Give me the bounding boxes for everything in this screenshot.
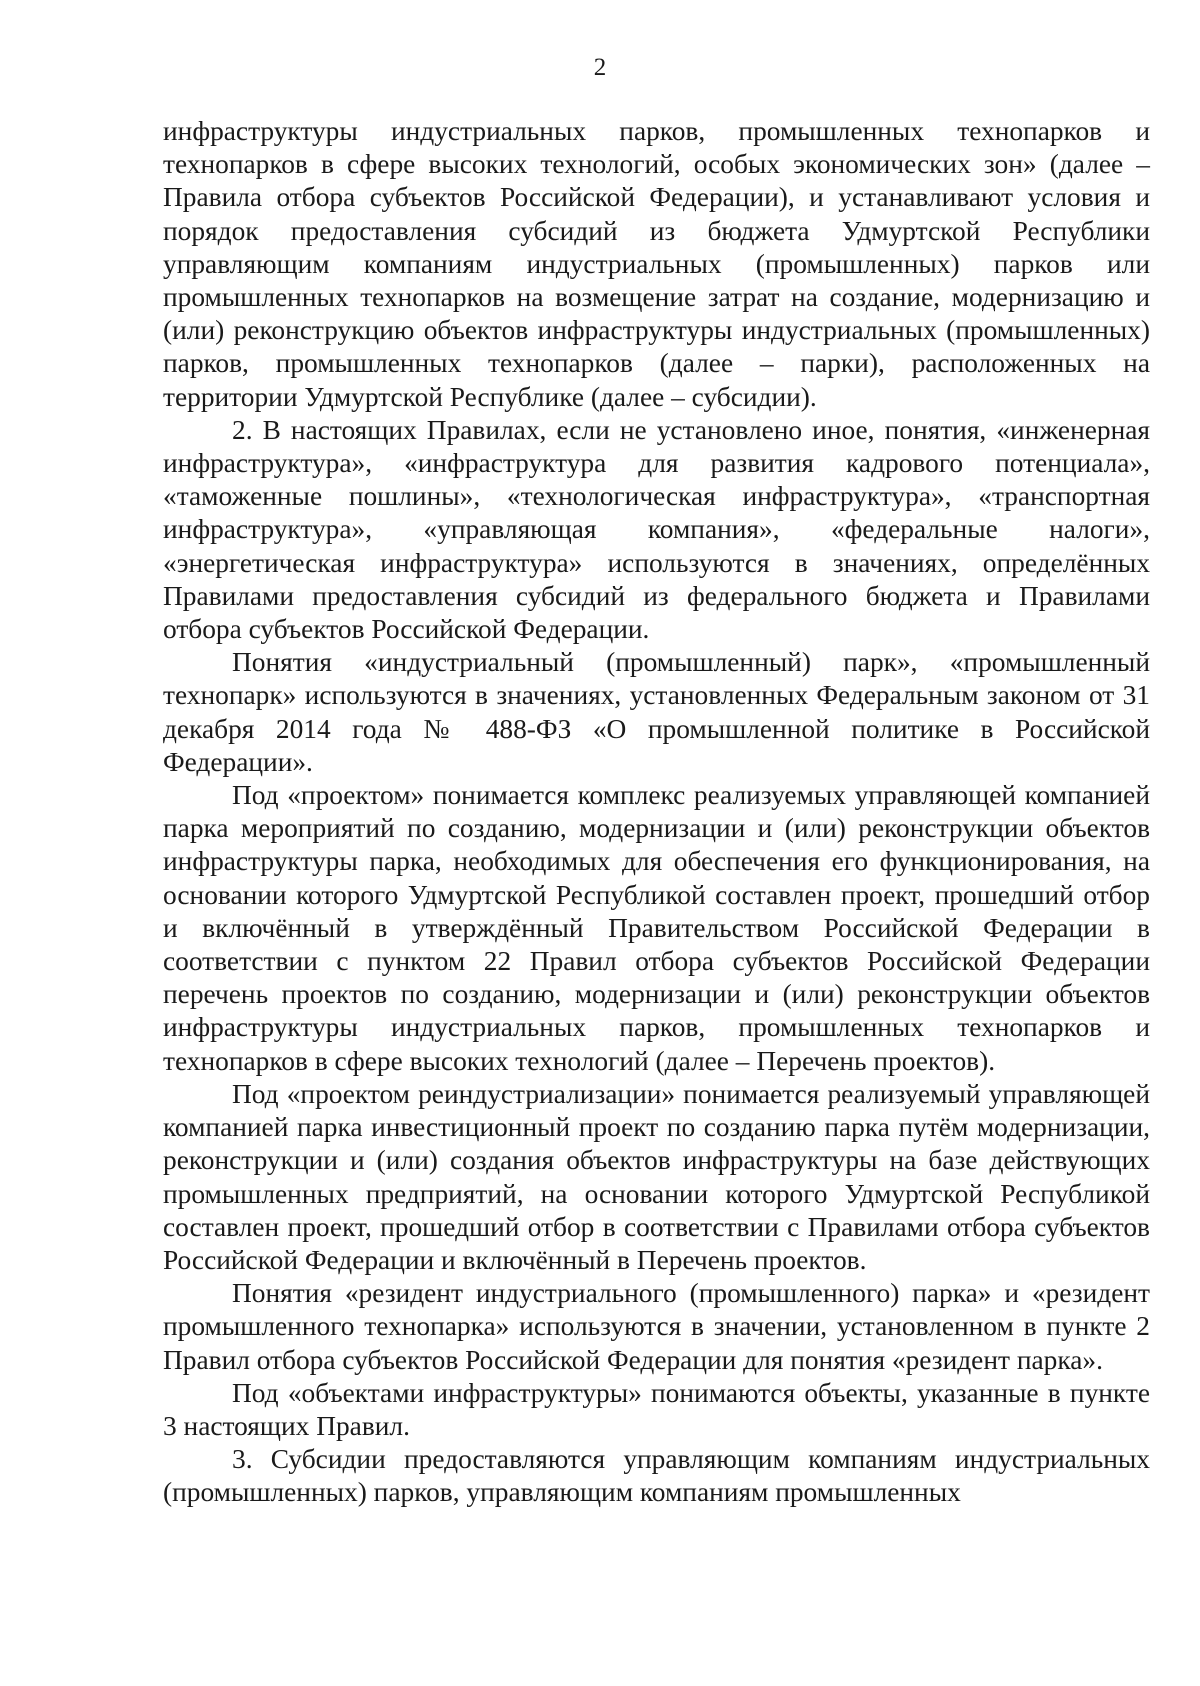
paragraph-park-concepts: Понятия «индустриальный (промышленный) парк», «промышленный технопарк» используются в значениях, установленных Федеральным законом от 31 декабря 2014 года № 488-ФЗ «О промышленной политике в Российской Федерации». [163,647,1150,777]
paragraph-item-3-subsidies: 3. Субсидии предоставляются управляющим компаниям индустриальных (промышленных) парков, управляющим компаниям промышленных [163,1444,1150,1508]
paragraph-continuation: инфраструктуры индустриальных парков, промышленных технопарков и технопарков в сфере высоких технологий, особых экономических зон» (далее – Правила отбора субъектов Российской Федерации), и устанавливают условия и порядок предоставления субсидий из бюджета Удмуртской Республики управляющим компаниям индустриальных (промышленных) парков или промышленных технопарков на возмещение затрат на создание, модернизацию и (или) реконструкцию объектов инфраструктуры индустриальных (промышленных) парков, промышленных технопарков (далее – парки), расположенных на территории Удмуртской Республике (далее – субсидии). [163,116,1150,412]
page-number: 2 [593,54,607,81]
paragraph-infrastructure-objects: Под «объектами инфраструктуры» понимаются объекты, указанные в пункте 3 настоящих Правил. [163,1377,1150,1441]
paragraph-item-2-definitions: 2. В настоящих Правилах, если не установлено иное, понятия, «инженерная инфраструктура», «инфраструктура для развития кадрового потенциала», «таможенные пошлины», «технологическая инфраструктура», «транспортная инфраструктура», «управляющая компания», «федеральные налоги», «энергетическая инфраструктура» используются в значениях, определённых Правилами предоставления субсидий из федерального бюджета и Правилами отбора субъектов Российской Федерации. [163,414,1150,645]
paragraph-resident-concepts: Понятия «резидент индустриального (промышленного) парка» и «резидент промышленного технопарка» используются в значении, установленном в пункте 2 Правил отбора субъектов Российской Федерации для понятия «резидент парка». [163,1278,1150,1375]
document-body [163,115,1150,1510]
paragraph-project-definition: Под «проектом» понимается комплекс реализуемых управляющей компанией парка мероприятий по созданию, модернизации и (или) реконструкции объектов инфраструктуры парка, необходимых для обеспечения его функционирования, на основании которого Удмуртской Республикой составлен проект, прошедший отбор и включённый в утверждённый Правительством Российской Федерации в соответствии с пунктом 22 Правил отбора субъектов Российской Федерации перечень проектов по созданию, модернизации и (или) реконструкции объектов инфраструктуры индустриальных парков, промышленных технопарков и технопарков в сфере высоких технологий (далее – Перечень проектов). [163,780,1150,1076]
paragraph-reindustrialization-project: Под «проектом реиндустриализации» понимается реализуемый управляющей компанией парка инвестиционный проект по созданию парка путём модернизации, реконструкции и (или) создания объектов инфраструктуры на базе действующих промышленных предприятий, на основании которого Удмуртской Республикой составлен проект, прошедший отбор в соответствии с Правилами отбора субъектов Российской Федерации и включённый в Перечень проектов. [163,1078,1150,1275]
